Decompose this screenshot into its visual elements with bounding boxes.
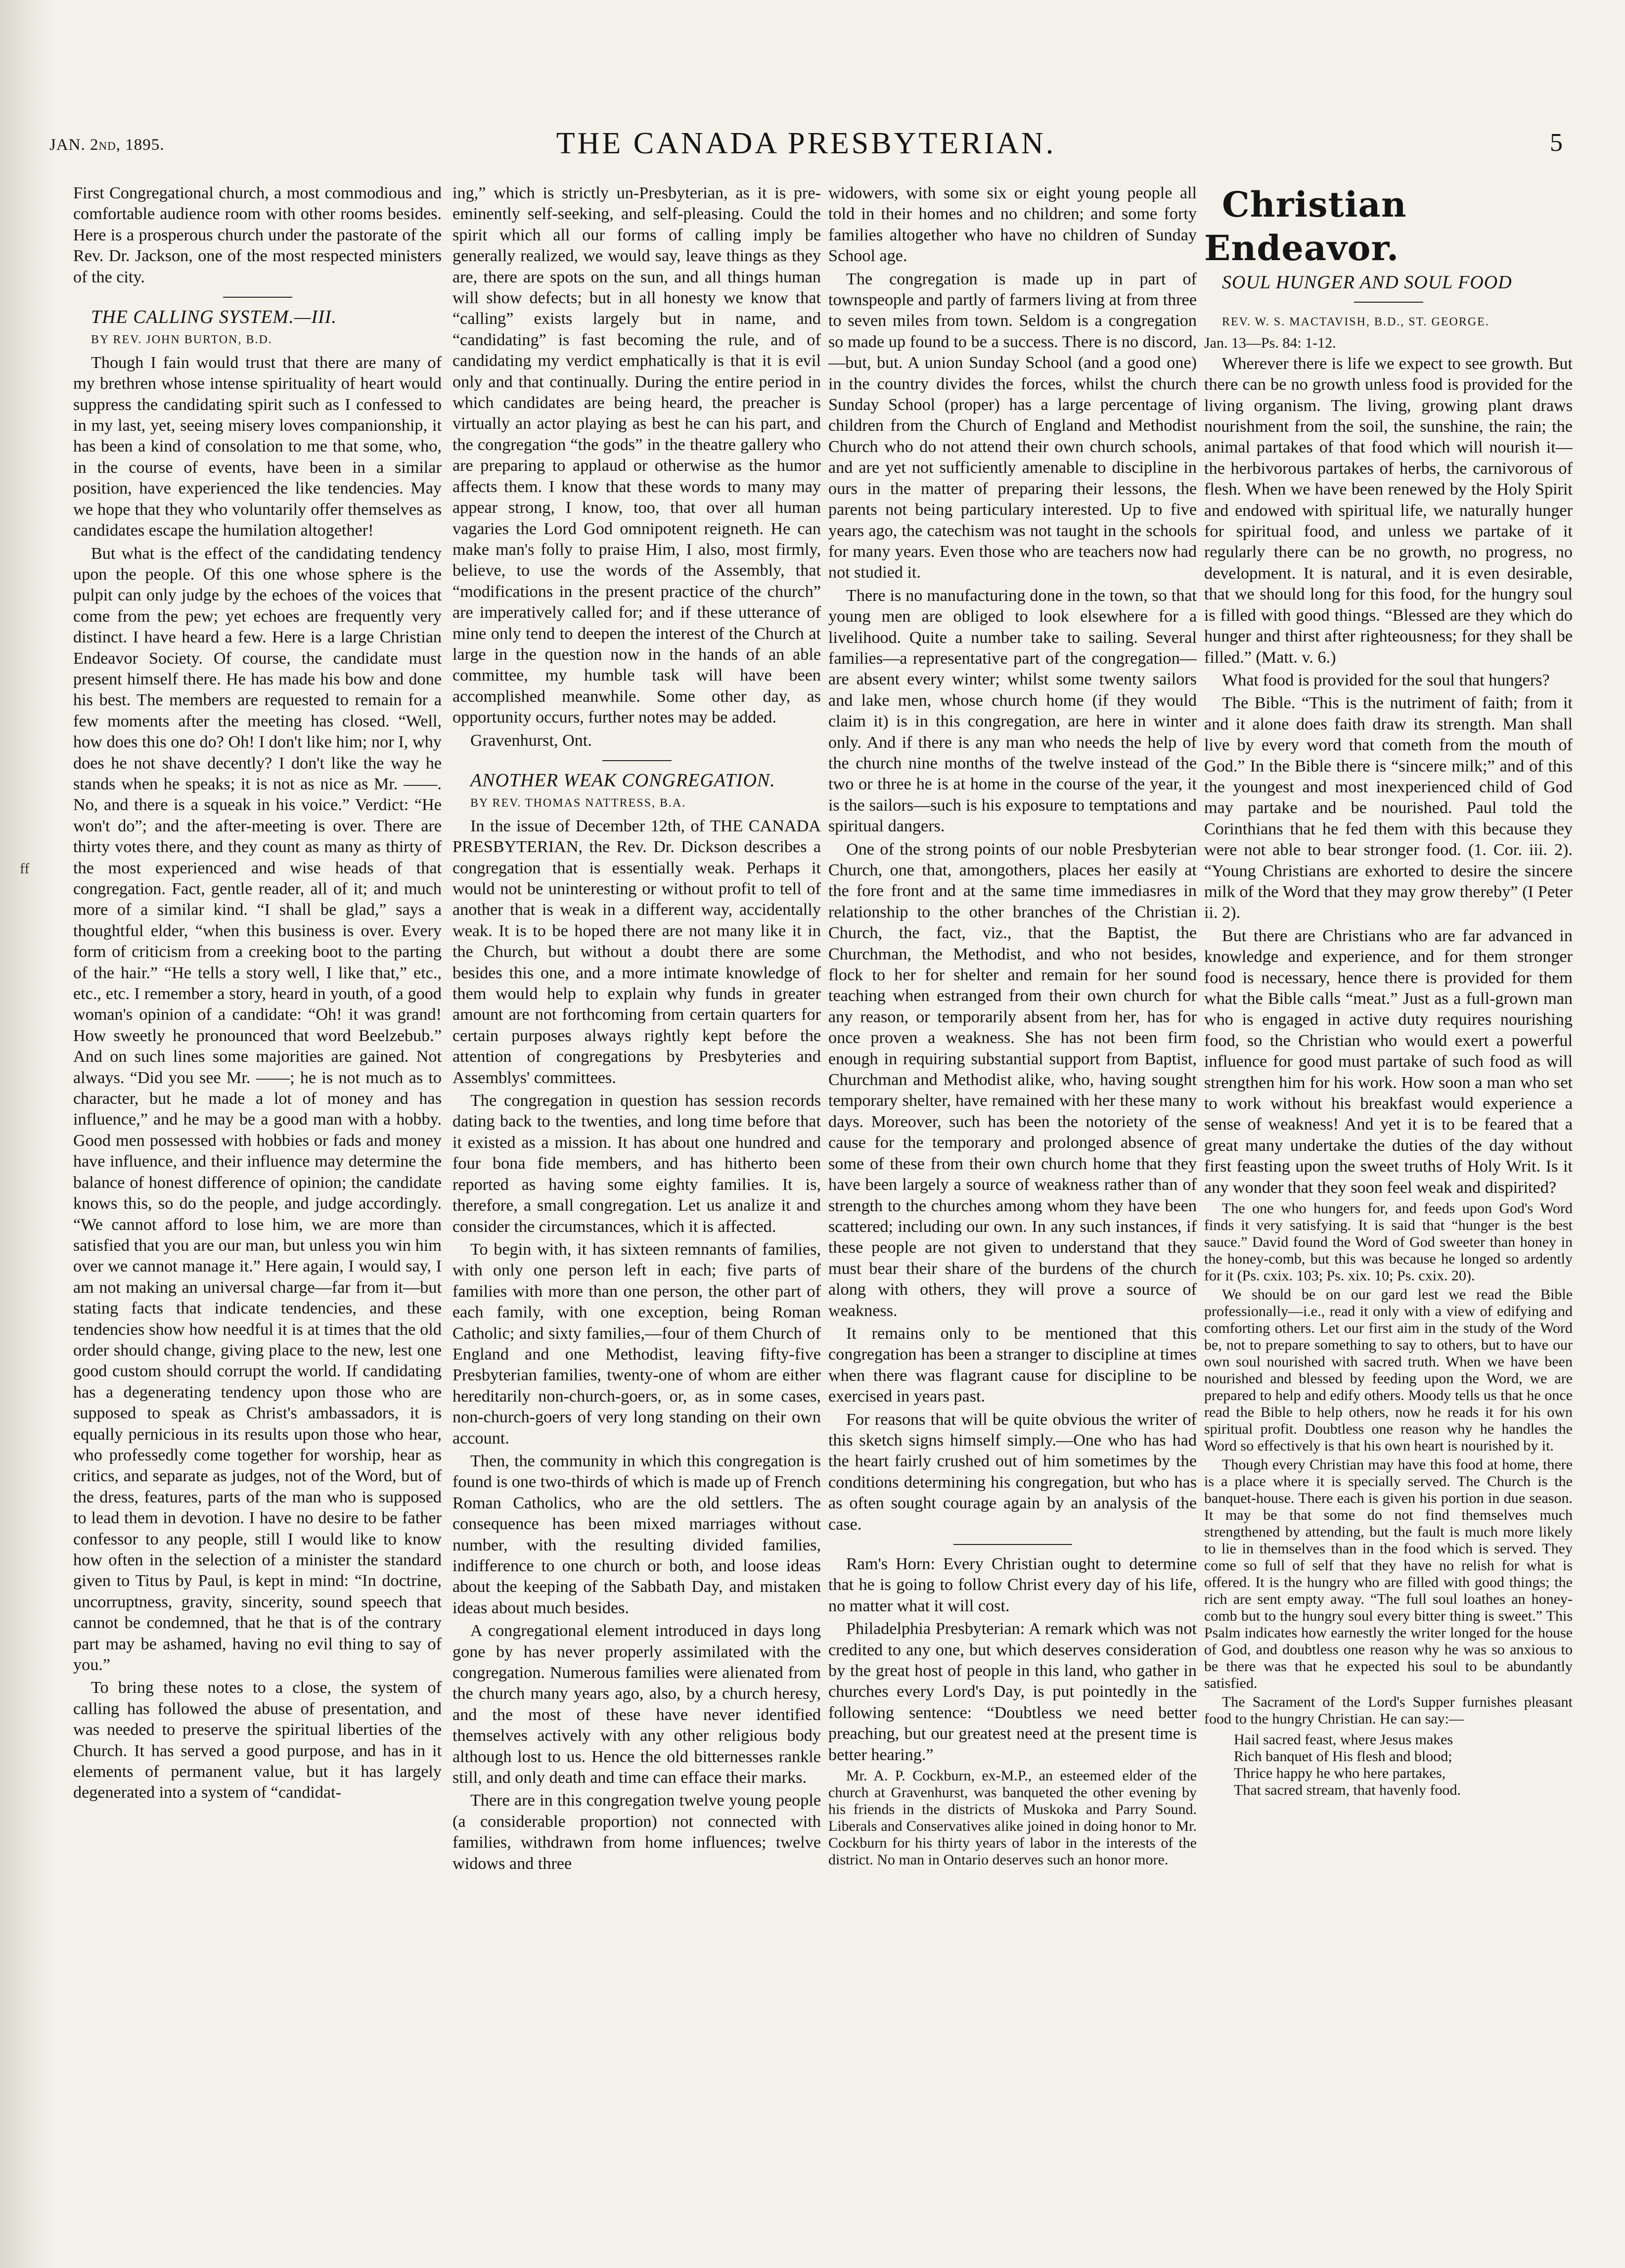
paragraph: But there are Christians who are far advanced in knowledge and experience, and for them stronger food is necessary, hence there is provided for them what the Bible calls “meat.” Just as a full-grown man who is engaged in active duty requires nourishing food, so the Christian who would exert a powerful influence for good must partake of such food as will strengthen him for his work. How soon a man who set to work without his breakfast would experience a sense of weakness! And yet it is to be feared that a great many undertake the duties of the day without first feasting upon the sweet truths of Holy Writ. Is it any wonder that they soon feel weak and dispirited?	[1204, 926, 1573, 1197]
paragraph: What food is provided for the soul that hungers?	[1222, 671, 1550, 689]
margin-mark: ff	[20, 861, 30, 877]
paragraph: One of the strong points of our noble Presbyterian Church, one that, amongothers, places her easily at the fore front and at the same time immediasres in relationship to the other branches of the Christian Church, the fact, viz., that the Baptist, the Churchman, the Methodist, and who not besides, flock to her for shelter and remain for her sound teaching when estranged from their own church for any reason, or temporarily absent from her, has for once proven a weakness. She has not been firm enough in requiring substantial support from Baptist, Churchman and Methodist alike, who, having sought temporary shelter, have remained with her these many days. Moreover, such has been the notoriety of the cause for the temporary and prolonged absence of some of these from their own church home that they have been largely a source of weakness rather than of strength to the churches among whom they have been scattered; including our own. In any such instances, if these people are not given to understand that they must bear their share of the burdens of the church along with others, they will prove a source of weakness.	[828, 840, 1197, 1320]
verse-line: That sacred stream, that havenly food.	[1234, 1782, 1461, 1799]
newspaper-title: THE CANADA PRESBYTERIAN.	[556, 127, 1056, 160]
divider	[1354, 302, 1423, 303]
column-1	[73, 183, 442, 2250]
paragraph: The Bible. “This is the nutriment of faith; from it and it alone does faith draw its strength. Man shall live by every word that cometh from the mouth of God.” In the Bible there is “sincere milk;” and of this the youngest and most inexperienced child of God may partake and be nourished. Paul told the Corinthians that he fed them with this because they were not able to bear stronger food. (1. Cor. iii. 2). “Young Christians are exhorted to desire the sincere milk of the Word that they may grow thereby” (I Peter ii. 2).	[1204, 694, 1573, 922]
paragraph: Wherever there is life we expect to see growth. But there can be no growth unless food is provided for the living organism. The living, growing plant draws nourishment from the soil, the sunshine, the rain; the animal partakes of that food which will nourish it—the herbivorous partakes of herbs, the carnivorous of flesh. When we have been renewed by the Holy Spirit and endowed with spiritual life, we naturally hunger for spiritual food, and unless we partake of it regularly there can be no growth, no progress, no development. It is natural, and it is even desirable, that we should long for this food, for the hungry soul is filled with good things. “Blessed are they which do hunger and thirst after righteousness; for they shall be filled.” (Matt. v. 6.)	[1204, 354, 1573, 667]
paragraph: widowers, with some six or eight young people all told in their homes and no children; and some forty families altogether who have no children of Sunday School age.	[828, 184, 1197, 266]
page-number: 5	[1550, 129, 1563, 157]
paragraph: Then, the community in which this congregation is found is one two-thirds of which is made up of French Roman Catholics, who are the old settlers. The consequence has been mixed marriages without number, with the resulting divided families, indifference to one church or both, and loose ideas about the keeping of the Sabbath Day, and mistaken ideas about much besides.	[452, 1452, 821, 1617]
paragraph: Though I fain would trust that there are many of my brethren whose intense spirituality of heart would suppress the candidating spirit such as I confessed to in my last, yet, seeing misery loves companionship, it has been a kind of consolation to me that some, who, in the course of events, have been in a similar position, have experienced the like tendencies. May we hope that they who voluntarily offer themselves as candidates escape the humilation altogether!	[73, 353, 442, 540]
news-note: Mr. A. P. Cockburn, ex-M.P., an esteemed elder of the church at Gravenhurst, was banqueted the other evening by his friends in the districts of Muskoka and Parry Sound. Liberals and Conservatives alike joined in doing honor to Mr. Cockburn for his thirty years of labor in the interests of the district. No man in Ontario deserves such an honor more.	[828, 1768, 1197, 1868]
article-byline: BY REV. JOHN BURTON, B.D.	[91, 333, 272, 347]
paragraph: First Congregational church, a most commodious and comfortable audience room with other rooms besides. Here is a prosperous church under the pastorate of the Rev. Dr. Jackson, one of the most respected ministers of the city.	[73, 184, 442, 286]
article-signature: Gravenhurst, Ont.	[470, 731, 592, 750]
paragraph: It remains only to be mentioned that this congregation has been a stranger to discipline at times when there was flagrant cause for discipline to be exercised in years past.	[828, 1324, 1197, 1406]
divider	[223, 297, 292, 298]
paragraph: To bring these notes to a close, the system of calling has followed the abuse of presentation, and was needed to preserve the spiritual liberties of the Church. It has served a good purpose, and has in it elements of permanent value, but it has largely degenerated into a system of “candidat-	[73, 1678, 442, 1802]
verse-line: Rich banquet of His flesh and blood;	[1234, 1748, 1452, 1765]
paragraph: There is no manufacturing done in the town, so that young men are obliged to look elsewhere for a livelihood. Quite a number take to sailing. Several families—a representative part of the congregation—are absent every winter; whilst some twenty sailors and lake men, whose church home (if they would claim it) is in this congregation, are here in winter only. And if there is any man who needs the help of the church nine months of the twelve instead of the two or three he is at home in the course of the year, it is the sailors—such is his exposure to temptations and spiritual dangers.	[828, 586, 1197, 836]
article-byline: BY REV. THOMAS NATTRESS, B.A.	[470, 797, 686, 810]
paragraph: The congregation is made up in part of townspeople and partly of farmers living at from three to seven miles from town. Seldom is a congregation so made up found to be a success. There is no discord,—but, but. A union Sunday School (and a good one) in the country divides the forces, whilst the church Sunday School (proper) has a large percentage of children from the Church of England and Methodist Church who do not attend their own church schools, and are yet not sufficiently amenable to discipline in ours in the matter of preparing their lessons, the parents not being particulary interested. Up to five years ago, the catechism was not taught in the schools for many years. Even those who are teachers now had not studied it.	[828, 270, 1197, 582]
page-binding-edge	[0, 0, 54, 2268]
paragraph: A congregational element introduced in days long gone by has never properly assimilated with the congregation. Numerous families were alienated from the church many years ago, also, by a church heresy, and the most of these have never identified themselves actively with any other religious body although lost to us. Hence the old bitternesses rankle still, and only death and time can efface their marks.	[452, 1622, 821, 1787]
paragraph: To begin with, it has sixteen remnants of families, with only one person left in each; five parts of families with more than one person, the other part of each family, with one exception, being Roman Catholic; and sixty families,—four of them Church of England and one Methodist, leaving fifty-five Presbyterian families, twenty-one of whom are either hereditarily non-church-goers, or, as in some cases, non-church-goers of very long standing on their own account.	[452, 1240, 821, 1448]
scripture-reference: Jan. 13—Ps. 84: 1-12.	[1204, 334, 1336, 351]
article-title: THE CALLING SYSTEM.—III.	[91, 307, 337, 328]
verse-line: Hail sacred feast, where Jesus makes	[1234, 1731, 1453, 1748]
hymn-verse	[1234, 1731, 1573, 1799]
paragraph: There are in this congregation twelve young people (a considerable proportion) not connected with families, withdrawn from home influences; twelve widows and three	[452, 1791, 821, 1873]
paragraph: Ram's Horn: Every Christian ought to determine that he is going to follow Christ every day of his life, no matter what it will cost.	[828, 1555, 1197, 1615]
paragraph: In the issue of December 12th, of THE CANADA PRESBYTERIAN, the Rev. Dr. Dickson describes a congregation that is essentially weak. Perhaps it would not be uninteresting or without profit to tell of another that is weak in a different way, accidentally weak. It is to be hoped there are not many like it in the Church, but without a doubt there are some besides this one, and a more intimate knowledge of them would help to explain why funds in greater amount are not forthcoming from certain quarters for certain purposes always rightly kept before the attention of congregations by Presbyteries and Assemblys' committees.	[452, 816, 821, 1087]
paragraph: Philadelphia Presbyterian: A remark which was not credited to any one, but which deserves consideration by the great host of people in this land, who gather in churches every Lord's Day, is put pointedly in the following sentence: “Doubtless we need better preaching, but our greatest need at the present time is better hearing.”	[828, 1620, 1197, 1764]
paragraph: The congregation in question has session records dating back to the twenties, and long time before that it existed as a mission. It has about one hundred and four bona fide members, and has hitherto been reported as having some eighty families. It is, therefore, a small congregation. Let us analize it and consider the circumstances, which it is affected.	[452, 1091, 821, 1236]
paragraph: We should be on our gard lest we read the Bible professionally—i.e., read it only with a view of edifying and comforting others. Let our first aim in the study of the Word be, not to prepare something to say to others, but to have our own soul nourished with sacred truth. When we have been nourished and blessed by feeding upon the Word, we are prepared to help and edify others. Moody tells us that he once read the Bible to help others, now he reads it for his own spiritual profit. Doubtless one reason why he handles the Word so effectively is that his own heart is nourished by it.	[1204, 1286, 1573, 1454]
paragraph: For reasons that will be quite obvious the writer of this sketch signs himself simply.—One who has had the heart fairly crushed out of him sometimes by the conditions determining his congregation, but who has as often sought courage again by an analysis of the case.	[828, 1410, 1197, 1534]
article-title: SOUL HUNGER AND SOUL FOOD	[1222, 272, 1512, 293]
paragraph: The Sacrament of the Lord's Supper furnishes pleasant food to the hungry Christian. He can say:—	[1204, 1694, 1573, 1727]
column-2	[452, 183, 821, 2250]
article-title: ANOTHER WEAK CONGREGATION.	[470, 770, 775, 791]
header-date: JAN. 2nd, 1895.	[49, 136, 165, 154]
paragraph: But what is the effect of the candidating tendency upon the people. Of this one whose sphere is the pulpit can only judge by the echoes of the voices that come from the pew; yet echoes are frequently very distinct. I have heard a few. Here is a large Christian Endeavor Society. Of course, the candidate must present himself there. He has made his bow and done his best. The members are requested to remain for a few moments after the meeting has closed. “Well, how does this one do? Oh! I don't like him; nor I, why does he not shave decently? I don't like the way he stands when he speaks; it is not as nice as Mr. ——. No, and there is a squeak in his voice.” Verdict: “He won't do”; and the after-meeting is over. There are thirty votes there, and they count as many as thirty of the most experienced and wise heads of that congregation. Fact, gentle reader, all of it; and much more of a similar kind. “I shall be glad,” says a thoughtful elder, “when this business is over. Every form of criticism from a creeking boot to the parting of the hair.” “He tells a story well, I like that,” etc., etc., etc. I remember a story, heard in youth, of a good woman's opinion of a candidate: “Oh! it was grand! How sweetly he pronounced that word Beelzebub.” And on such lines some majorities are gained. Not always. “Did you see Mr. ——; he is not much as to character, but he made a lot of money and has influence,” and he may be a good man with a hobby. Good men possessed with hobbies or fads and money have influence, and their influence may determine the balance of honest difference of opinion; the candidate knows this, so do the people, and judge accordingly. “We cannot afford to lose him, we are more than satisfied that you are our man, but unless you win him over we cannot manage it.” Here again, I would say, I am not making an universal charge—far from it—but stating facts that indicate tendencies, and these tendencies show how needful it is at times that the old order should change, giving place to the new, lest one good custom should corrupt the world. If candidating has a degenerating tendency upon those who are supposed to speak as Christ's ambassadors, it is equally pernicious in its results upon those who hear, who professedly come together for worship, hear as critics, and separate as judges, not of the Word, but of the dress, features, parts of the man who is supposed to lead them in devotion. I have no desire to be father confessor to any people, still I would like to know how often in the selection of a minister the standard given to Titus by Paul, is kept in mind: “In doctrine, uncorruptness, gravity, sincerity, sound speech that cannot be condemned, that he that is of the contrary part may be ashamed, having no evil thing to say of you.”	[73, 544, 442, 1675]
divider	[602, 760, 672, 761]
column-4	[1204, 183, 1573, 2250]
section-title: Christian Endeavor.	[1204, 184, 1407, 269]
paragraph: The one who hungers for, and feeds upon God's Word finds it very satisfying. It is said that “hunger is the best sauce.” David found the Word of God sweeter than honey in the honey-comb, but this was because he longed so ardently for it (Ps. cxix. 103; Ps. xix. 10; Ps. cxix. 20).	[1204, 1200, 1573, 1284]
article-byline: REV. W. S. MACTAVISH, B.D., ST. GEORGE.	[1222, 316, 1490, 329]
column-3	[828, 183, 1197, 2250]
page-header	[49, 126, 1563, 173]
verse-line: Thrice happy he who here partakes,	[1234, 1765, 1446, 1782]
paragraph: ing,” which is strictly un-Presbyterian, as it is pre-eminently self-seeking, and self-pleasing. Could the spirit which all our forms of calling imply be generally realized, we would say, leave things as they are, there are spots on the sun, and all things human will show defects; but in all honesty we know that “calling” exists largely but in name, and “candidating” is fast becoming the rule, and of candidating my verdict emphatically is that it is evil only and that continually. During the entire period in which candidates are being heard, the preacher is virtually an actor playing as best he can his part, and the congregation “the gods” in the theatre gallery who are preparing to applaud or otherwise as the humor affects them. I know that these words to many may appear strong, I know, too, that over all human vagaries the Lord God omnipotent reigneth. He can make man's folly to praise Him, I also, most firmly, believe, to use the words of the Assembly, that “modifications in the present practice of the church” are imperatively called for; and if these utterance of mine only tend to deepen the interest of the Church at large in the question now in the hands of an able committee, my humble task will have been accomplished meanwhile. Some other day, as opportunity occurs, further notes may be added.	[452, 184, 821, 727]
divider	[953, 1544, 1072, 1545]
paragraph: Though every Christian may have this food at home, there is a place where it is specially served. The Church is the banquet-house. There each is given his portion in due season. It may be that some do not find themselves much strengthened by attending, but the fault is much more likely to lie in themselves than in the food which is served. They come so full of self that they have no relish for what is offered. It is the hungry who are filled with good things; the rich are sent empty away. “The full soul loathes an honey-comb but to the hungry soul every bitter thing is sweet.” This Psalm indicates how earnestly the writer longed for the house of God, and doubtless one reason why he was so anxious to be there was that he expected his soul to be abundantly satisfied.	[1204, 1456, 1573, 1692]
